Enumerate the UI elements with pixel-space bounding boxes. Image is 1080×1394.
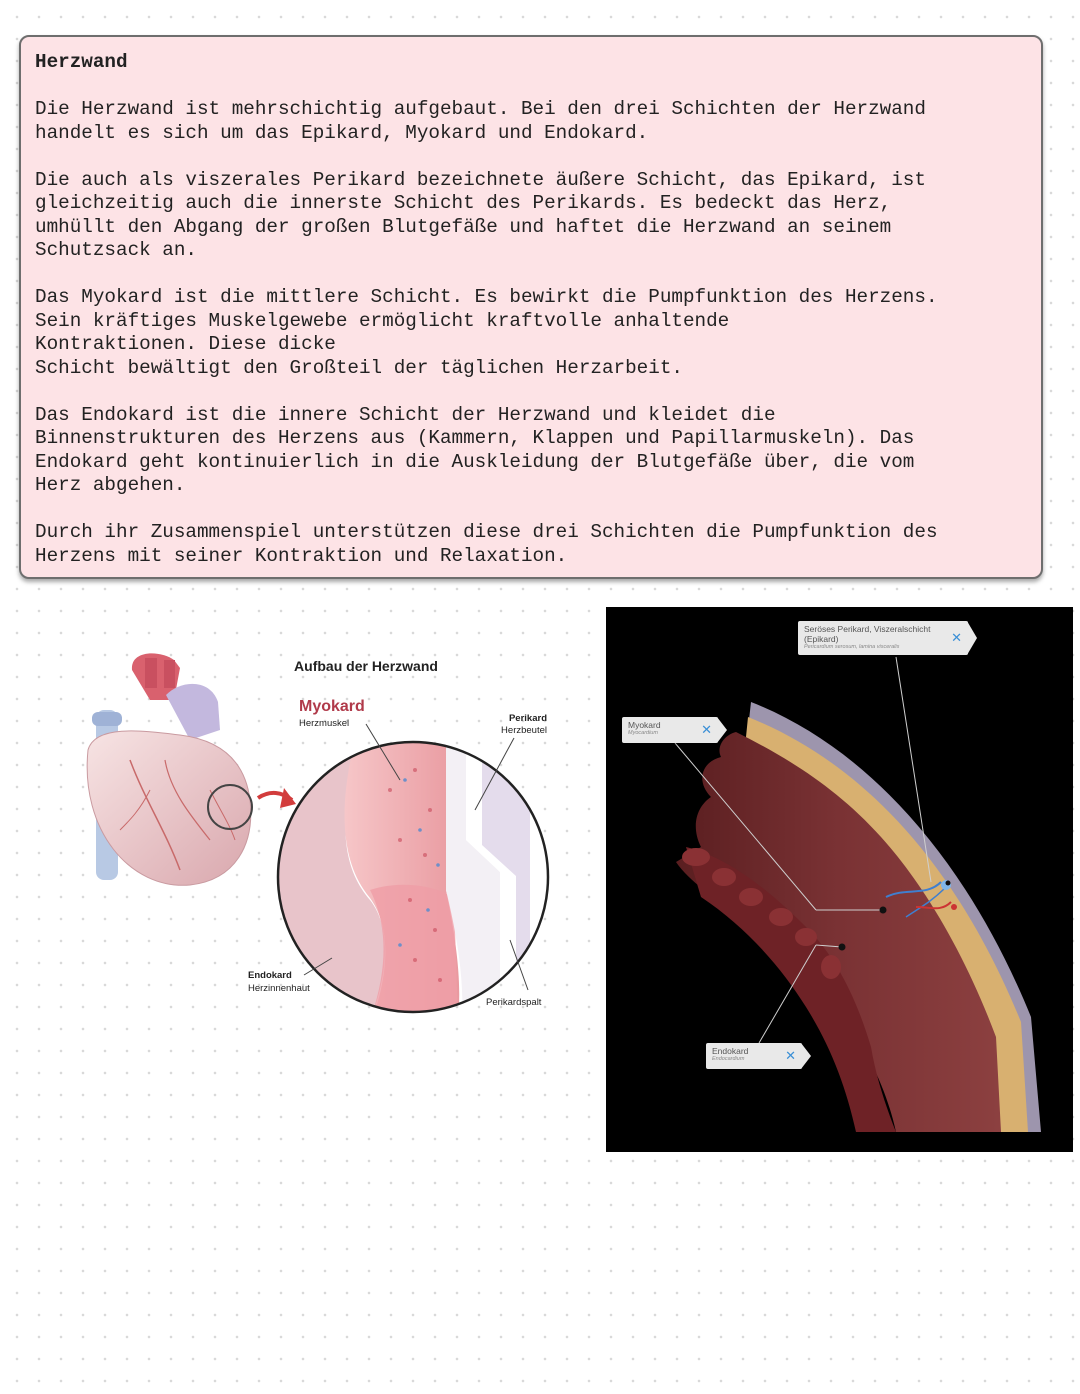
paragraph-myokard: Das Myokard ist die mittlere Schicht. Es bewirkt die Pumpfunktion des Herzens. Sein kräftiges Muskelgewebe ermöglicht kraftvolle anhaltende Kontraktionen. Diese dicke Schicht bewältigt den Großteil der täglichen Herzarbeit. xyxy=(35,286,938,379)
paragraph-summary: Durch ihr Zusammenspiel unterstützen diese drei Schichten die Pumpfunktion des Herzens mit seiner Kontraktion und Relaxation. xyxy=(35,521,938,567)
magnified-wall-section xyxy=(270,724,548,1020)
label-perikard-sub: Herzbeutel xyxy=(501,725,547,736)
callout-endokard-label: Endokard xyxy=(712,1046,749,1056)
callout-myokard-label: Myokard xyxy=(628,720,661,730)
heart-wall-diagram xyxy=(70,640,570,1030)
label-myokard: Myokard xyxy=(299,698,365,715)
callout-endokard-latin: Endocardium xyxy=(712,1056,745,1062)
close-icon[interactable]: ✕ xyxy=(951,630,962,645)
label-endokard-sub: Herzinnenhaut xyxy=(248,983,310,994)
label-endokard: Endokard xyxy=(248,970,292,981)
label-myokard-sub: Herzmuskel xyxy=(299,718,350,729)
callout-epikard-label2: (Epikard) xyxy=(804,634,839,644)
callout-epikard[interactable] xyxy=(798,621,968,655)
note-title: Herzwand xyxy=(35,51,128,73)
heart-illustration xyxy=(87,653,296,885)
text-note-card xyxy=(19,35,1043,579)
callout-endokard[interactable] xyxy=(706,1043,802,1069)
anatomy-render xyxy=(606,607,1073,1152)
close-icon[interactable]: ✕ xyxy=(701,722,712,737)
label-perikardspalt: Perikardspalt xyxy=(486,997,542,1008)
paragraph-intro: Die Herzwand ist mehrschichtig aufgebaut. Bei den drei Schichten der Herzwand handelt es sich um das Epikard, Myokard und Endokard. xyxy=(35,98,926,144)
callout-myokard[interactable] xyxy=(622,717,718,743)
paragraph-endokard: Das Endokard ist die innere Schicht der Herzwand und kleidet die Binnenstrukturen des Herzens aus (Kammern, Klappen und Papillarmuskeln). Das Endokard geht kontinuierlich in die Auskleidung der Blutgefäße über, die vom Herz abgehen. xyxy=(35,403,915,496)
callout-myokard-latin: Myocardium xyxy=(628,730,658,736)
callout-epikard-latin: Pericardium serosum, lamina visceralis xyxy=(804,644,900,650)
callout-epikard-label: Seröses Perikard, Viszeralschicht xyxy=(804,624,931,634)
label-perikard: Perikard xyxy=(508,713,547,724)
diagram-title: Aufbau der Herzwand xyxy=(294,658,438,674)
paragraph-epikard: Die auch als viszerales Perikard bezeichnete äußere Schicht, das Epikard, ist gleichzeitig auch die innerste Schicht des Perikards. Es bedeckt das Herz, umhüllt den Abgang der großen Blutgefäße und haftet die Herzwand an seinem Schutzsack an. xyxy=(35,168,926,261)
close-icon[interactable]: ✕ xyxy=(785,1048,796,1063)
